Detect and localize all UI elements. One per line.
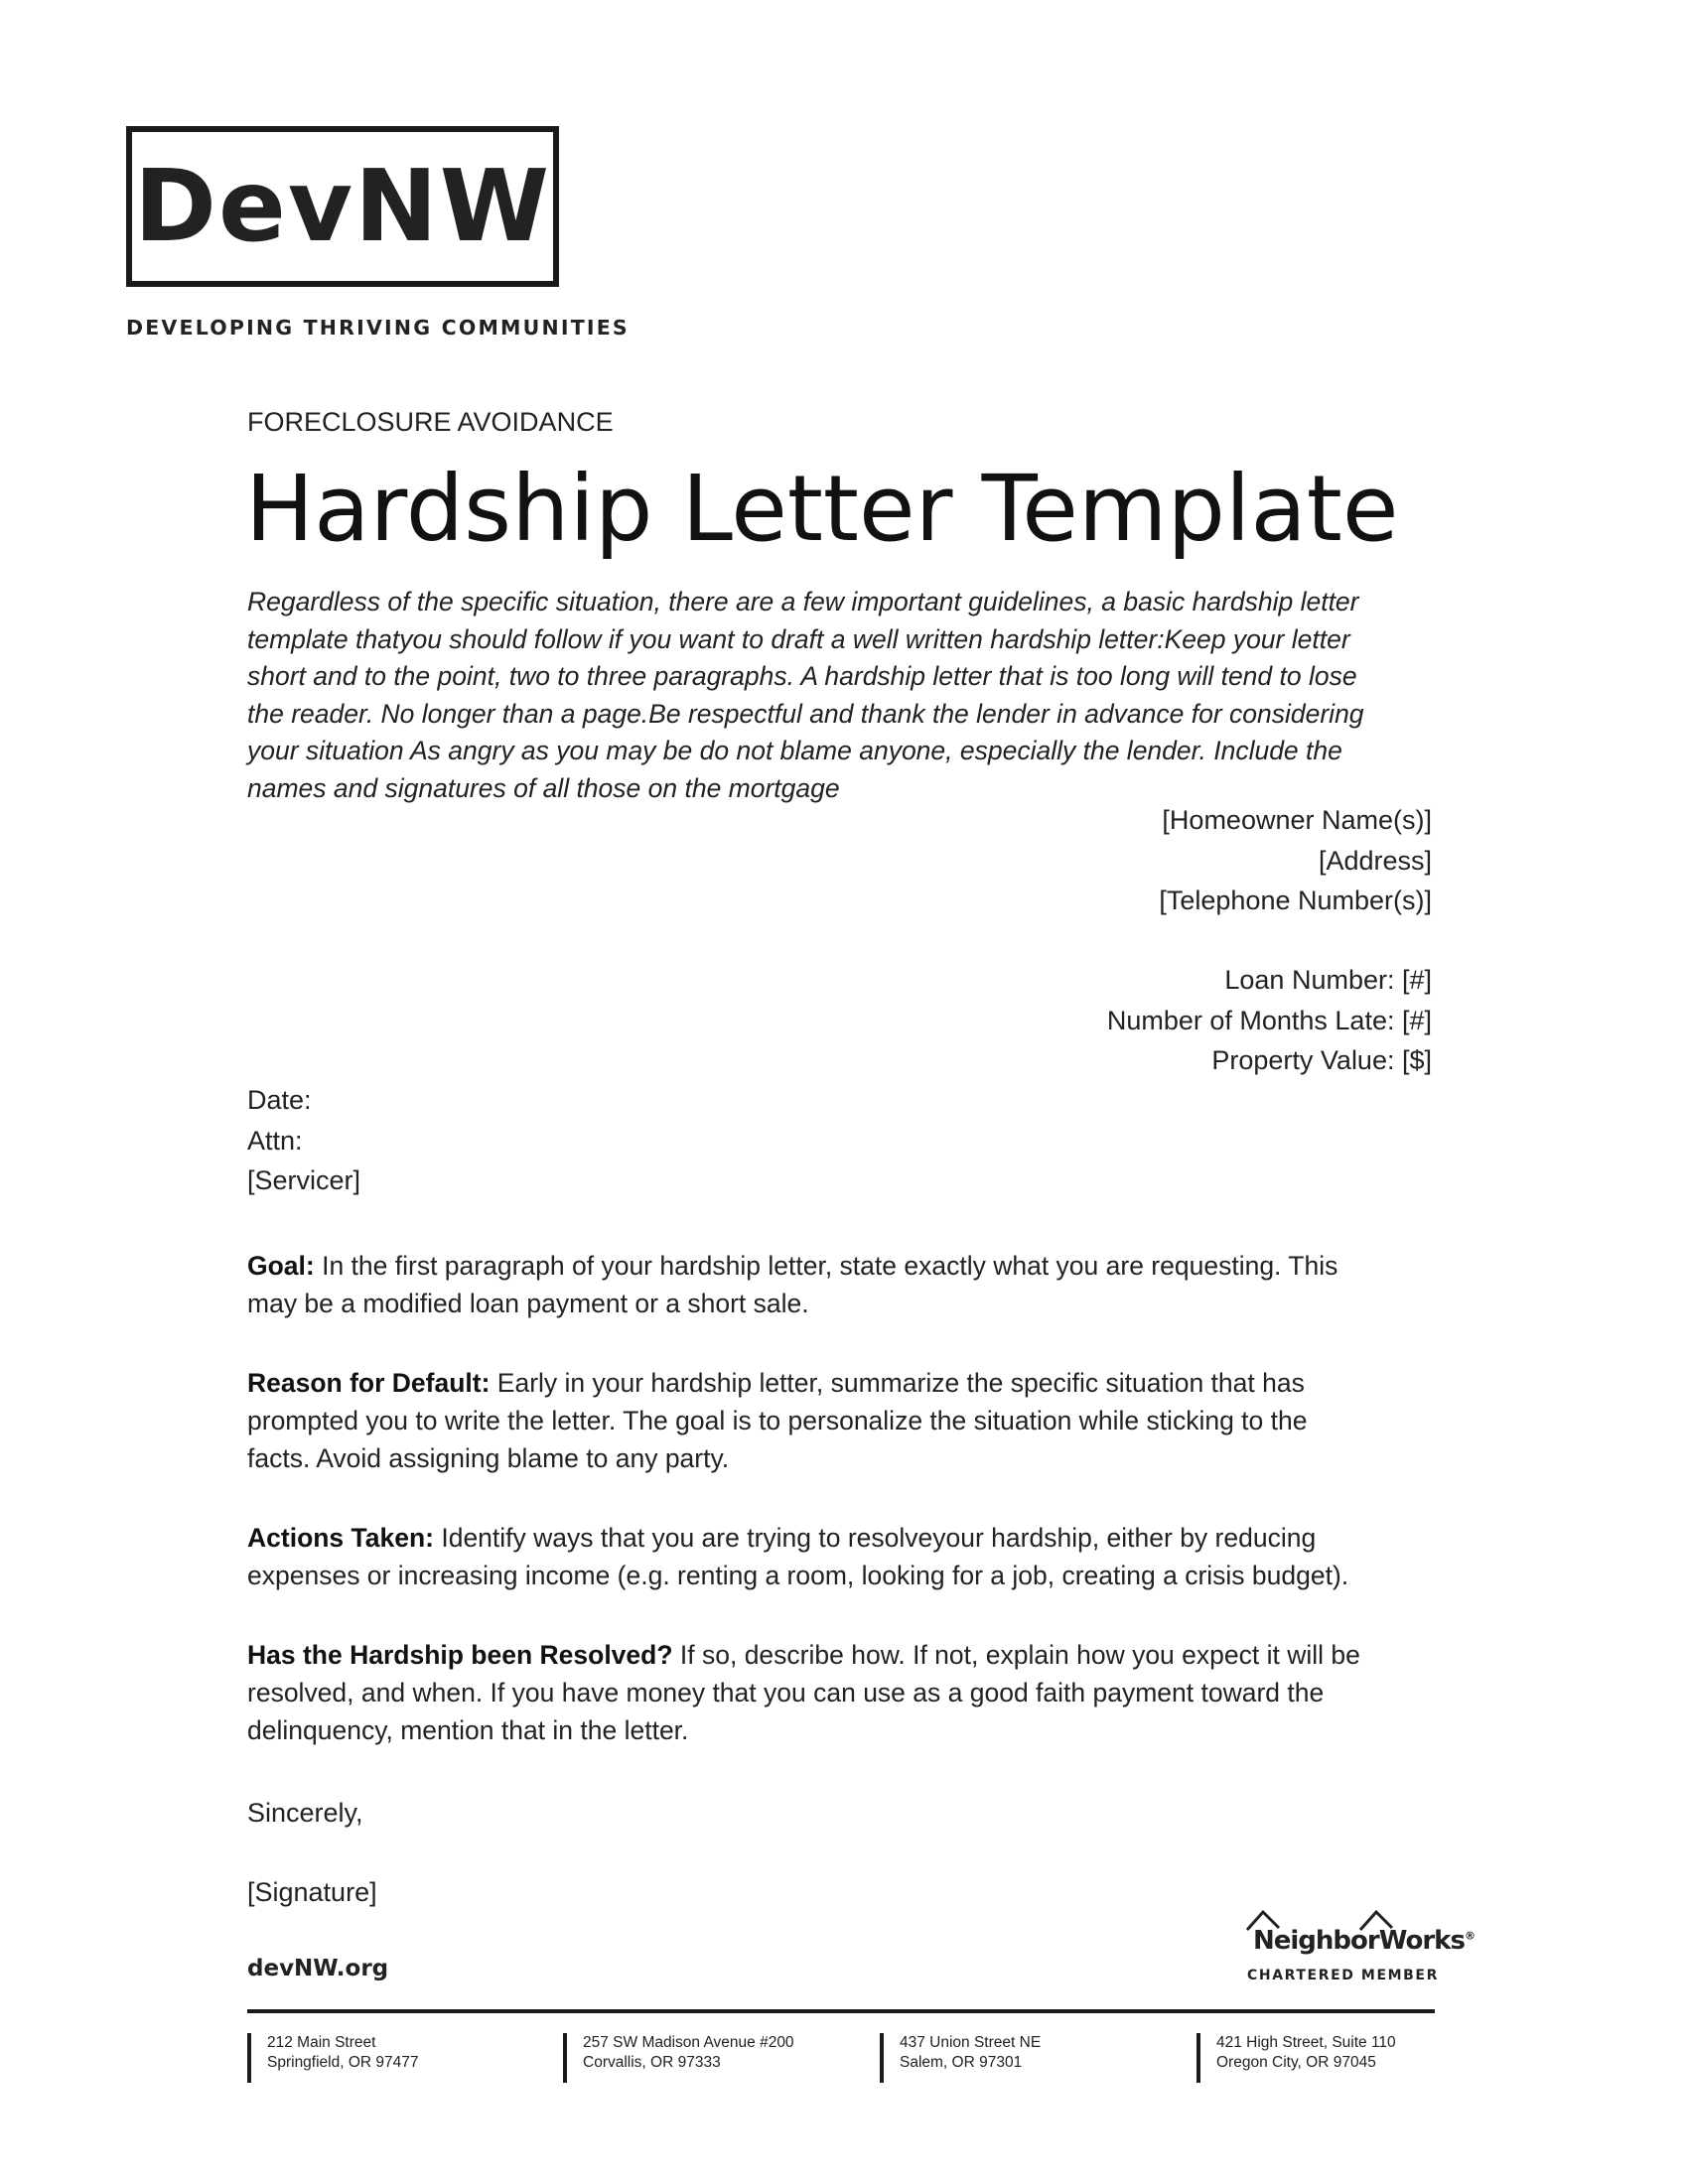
actions-paragraph bbox=[247, 1519, 1439, 1594]
partner-name: NeighborWorks bbox=[1253, 1926, 1465, 1956]
registered-mark: ® bbox=[1464, 1929, 1475, 1943]
reason-text: facts. Avoid assigning blame to any party. bbox=[247, 1443, 730, 1473]
servicer-placeholder: [Servicer] bbox=[247, 1165, 361, 1195]
office-address bbox=[1196, 2033, 1396, 2083]
page-title: Hardship Letter Template bbox=[245, 456, 1399, 562]
actions-label: Actions Taken: bbox=[247, 1523, 434, 1553]
intro-paragraph bbox=[247, 584, 1439, 807]
reason-text: Early in your hardship letter, summarize the specific situation that has bbox=[490, 1368, 1305, 1398]
resolved-paragraph bbox=[247, 1636, 1439, 1749]
reason-label: Reason for Default: bbox=[247, 1368, 491, 1398]
months-late: Number of Months Late: [#] bbox=[1106, 1005, 1432, 1035]
attn-label: Attn: bbox=[247, 1125, 303, 1156]
office-address bbox=[247, 2033, 419, 2083]
date-label: Date: bbox=[247, 1085, 312, 1115]
resolved-text: If so, describe how. If not, explain how you expect it will be bbox=[672, 1640, 1360, 1670]
reason-text: prompted you to write the letter. The goal is to personalize the situation while sticking to the bbox=[247, 1406, 1308, 1435]
homeowner-address: [Address] bbox=[1318, 845, 1432, 876]
intro-line: your situation As angry as you may be do not blame anyone, especially the lender. Include the bbox=[247, 736, 1342, 765]
signature-placeholder: [Signature] bbox=[247, 1877, 377, 1907]
actions-text: expenses or increasing income (e.g. renting a room, looking for a job, creating a crisis budget). bbox=[247, 1561, 1349, 1590]
intro-line: template thatyou should follow if you want to draft a well written hardship letter:Keep your letter bbox=[247, 623, 1350, 654]
goal-text: may be a modified loan payment or a short sale. bbox=[247, 1289, 809, 1318]
office-street: 212 Main Street bbox=[267, 2034, 376, 2051]
devnw-logo bbox=[126, 126, 559, 287]
office-address bbox=[563, 2033, 794, 2083]
intro-line: Regardless of the specific situation, there are a few important guidelines, a basic hardship letter bbox=[247, 587, 1359, 616]
intro-line: the reader. No longer than a page.Be respectful and thank the lender in advance for considering bbox=[247, 698, 1364, 729]
intro-line: short and to the point, two to three paragraphs. A hardship letter that is too long will tend to lose bbox=[247, 661, 1357, 691]
office-street: 257 SW Madison Avenue #200 bbox=[583, 2034, 794, 2051]
neighborworks-logo bbox=[1241, 1904, 1475, 1993]
office-address bbox=[880, 2033, 1041, 2083]
logo-tagline: DEVELOPING THRIVING COMMUNITIES bbox=[126, 316, 630, 340]
resolved-text: resolved, and when. If you have money that you can use as a good faith payment toward the bbox=[247, 1678, 1325, 1707]
closing-sincerely: Sincerely, bbox=[247, 1798, 363, 1828]
office-city: Springfield, OR 97477 bbox=[267, 2054, 419, 2071]
homeowner-name: [Homeowner Name(s)] bbox=[1162, 805, 1432, 835]
loan-block bbox=[1107, 960, 1432, 1081]
goal-text: In the first paragraph of your hardship letter, state exactly what you are requesting. This bbox=[314, 1251, 1338, 1281]
goal-paragraph bbox=[247, 1247, 1439, 1322]
actions-text: Identify ways that you are trying to resolveyour hardship, either by reducing bbox=[433, 1523, 1317, 1553]
goal-label: Goal: bbox=[247, 1251, 315, 1281]
office-street: 437 Union Street NE bbox=[900, 2034, 1042, 2051]
office-city: Salem, OR 97301 bbox=[900, 2054, 1023, 2071]
partner-subtitle: CHARTERED MEMBER bbox=[1247, 1968, 1439, 1983]
footer-divider bbox=[247, 2009, 1435, 2013]
office-street: 421 High Street, Suite 110 bbox=[1216, 2034, 1396, 2051]
homeowner-phone: [Telephone Number(s)] bbox=[1159, 886, 1432, 915]
recipient-block bbox=[247, 1080, 360, 1201]
loan-number: Loan Number: [#] bbox=[1224, 965, 1432, 995]
website-link[interactable]: devNW.org bbox=[247, 1956, 389, 1981]
homeowner-block bbox=[1159, 800, 1432, 921]
intro-line: names and signatures of all those on the mortgage bbox=[247, 772, 840, 803]
office-city: Oregon City, OR 97045 bbox=[1216, 2054, 1376, 2071]
resolved-text: delinquency, mention that in the letter. bbox=[247, 1715, 689, 1745]
section-eyebrow: FORECLOSURE AVOIDANCE bbox=[247, 407, 614, 437]
property-value: Property Value: [$] bbox=[1211, 1045, 1432, 1075]
office-city: Corvallis, OR 97333 bbox=[583, 2054, 721, 2071]
logo-wordmark: DevNW bbox=[133, 148, 551, 264]
resolved-label: Has the Hardship been Resolved? bbox=[247, 1640, 673, 1670]
reason-paragraph bbox=[247, 1364, 1439, 1477]
